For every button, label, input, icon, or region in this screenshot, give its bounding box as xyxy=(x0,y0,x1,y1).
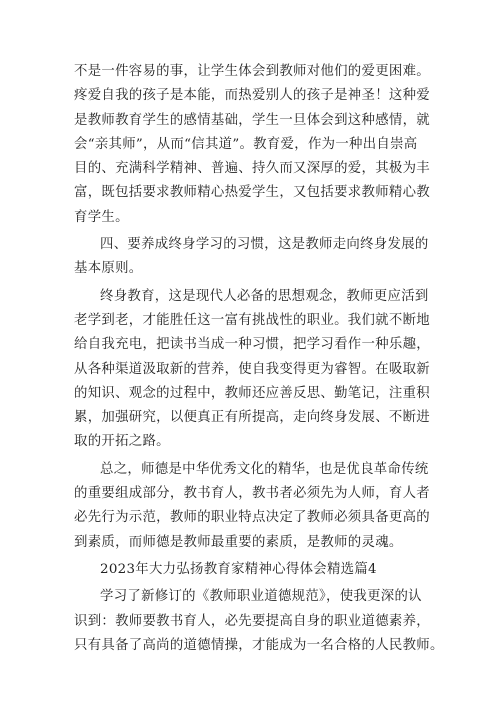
text-line: 取的开拓之路。 xyxy=(74,434,170,450)
body-text xyxy=(74,60,444,658)
text-line: 疼爱自我的孩子是本能，而热爱别人的孩子是神圣！这种爱 xyxy=(74,88,430,104)
text-line: 富，既包括要求教师精心热爱学生，又包括要求教师精心教 xyxy=(74,185,430,201)
text-line: 学习了新修订的《教师职业道德规范》，使我更深的认 xyxy=(100,589,422,605)
text-line: 总之，师德是中华优秀文化的精华，也是优良革命传统 xyxy=(100,461,429,477)
text-line: 老学到老，才能胜任这一富有挑战性的职业。我们就不断地 xyxy=(74,312,430,328)
text-line: 的知识、观念的过程中，教师还应善反思、勤笔记，注重积 xyxy=(74,385,430,401)
text-line: 从各种渠道汲取新的营养，使自我变得更为睿智。在吸取新 xyxy=(74,361,430,377)
text-line: 累，加强研究，以便真正有所提高，走向终身发展、不断进 xyxy=(74,410,430,426)
text-line: 识到：教师要教书育人，必先要提高自身的职业道德素养， xyxy=(74,613,430,629)
text-line: 目的、充满科学精神、普遍、持久而又深厚的爱，其极为丰 xyxy=(74,161,430,177)
text-line: 只有具备了高尚的道德情操，才能成为一名合格的人民教师。 xyxy=(74,637,444,653)
text-line: 不是一件容易的事，让学生体会到教师对他们的爱更困难。 xyxy=(74,64,430,79)
text-line: 到素质，而师德是教师最重要的素质，是教师的灵魂。 xyxy=(74,534,403,550)
paragraph-heading: 四、要养成终身学习的习惯，这是教师走向终身发展的 xyxy=(100,237,429,253)
text-line: 给自我充电，把读书当成一种习惯，把学习看作一种乐趣， xyxy=(74,337,430,353)
text-line: 基本原则。 xyxy=(74,261,143,277)
text-line: 必先行为示范，教师的职业特点决定了教师必须具备更高的 xyxy=(74,510,430,526)
text-line: 终身教育，这是现代人必备的思想观念，教师更应活到 xyxy=(100,288,429,304)
text-line: 是教师教育学生的感情基础，学生一旦体会到这种感情，就 xyxy=(74,112,430,128)
section-title: 2023年大力弘扬教育家精神心得体会精选篇4 xyxy=(100,561,377,577)
text-line: 的重要组成部分，教书育人，教书者必须先为人师，育人者 xyxy=(74,486,430,502)
text-line: 会“亲其师”，从而“信其道”。教育爱，作为一种出自崇高 xyxy=(74,136,418,152)
text-line: 育学生。 xyxy=(74,209,129,225)
